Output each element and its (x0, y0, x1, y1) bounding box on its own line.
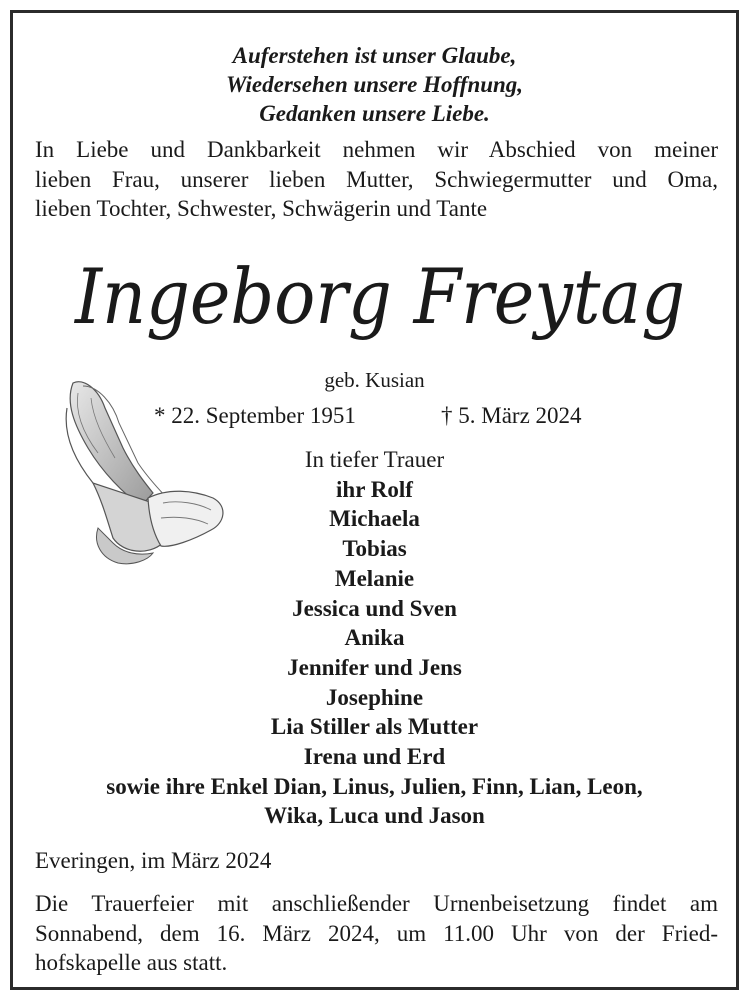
death-date: † 5. März 2024 (441, 403, 582, 428)
mourner-name: Michaela (329, 506, 420, 532)
intro-text (35, 135, 718, 224)
service-line-2: Sonnabend, dem 16. März 2024, um 11.00 Uhr von der Fried- (35, 920, 718, 946)
mourners (13, 445, 736, 831)
deceased-name-text: Ingeborg Freytag (73, 252, 686, 341)
obituary-frame (10, 10, 739, 990)
motto-line-1: Auferstehen ist unser Glaube, (232, 43, 517, 68)
deceased-name (65, 241, 695, 359)
mourner-name: Melanie (334, 565, 415, 591)
mourner-name: Jessica und Sven (292, 595, 457, 621)
intro-line-2: lieben Frau, unserer lieben Mutter, Schwiegermutter und Oma, (35, 166, 718, 192)
birth-date: * 22. September 1951 (154, 403, 356, 428)
maiden-name: geb. Kusian (324, 368, 425, 392)
mourner-name: Irena und Erd (303, 744, 446, 770)
mourner-name: sowie ihre Enkel Dian, Linus, Julien, Finn, Lian, Leon, (106, 773, 643, 799)
service-line-1: Die Trauerfeier mit anschließender Urnenbeisetzung findet am (35, 891, 718, 916)
mourner-name: Tobias (342, 536, 407, 562)
place-date: Everingen, im März 2024 (35, 848, 272, 873)
mourner-name: Lia Stiller als Mutter (270, 714, 479, 740)
mourners-lead: In tiefer Trauer (304, 447, 445, 472)
mourner-name: ihr Rolf (336, 476, 413, 502)
service-line-3: hofskapelle aus statt. (35, 950, 228, 975)
motto-line-2: Wiedersehen unsere Hoffnung, (225, 72, 524, 97)
motto (13, 41, 736, 128)
mourner-name: Wika, Luca und Jason (264, 803, 485, 829)
mourner-name: Anika (344, 625, 405, 651)
mourner-name: Josephine (325, 684, 424, 710)
intro-line-1: In Liebe und Dankbarkeit nehmen wir Abschied von meiner (35, 137, 718, 162)
service-notice (35, 889, 718, 978)
mourner-name: Jennifer und Jens (287, 654, 462, 680)
motto-line-3: Gedanken unsere Liebe. (259, 101, 490, 126)
intro-line-3: lieben Tochter, Schwester, Schwägerin und Tante (35, 196, 488, 221)
